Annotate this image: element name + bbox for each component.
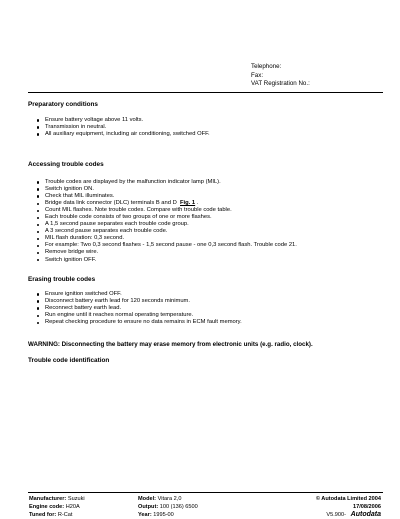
accessing-list [36, 179, 297, 264]
model-value: Vitara 2,0 [157, 496, 182, 502]
list-item: Trouble codes are displayed by the malfunction indicator lamp (MIL). [36, 179, 297, 186]
list-item: Each trouble code consists of two groups of one or more flashes. [36, 214, 297, 221]
footer-model-col [138, 495, 198, 519]
list-item: Switch ignition OFF. [36, 257, 297, 264]
copyright-text: © Autodata Limited 2004 [315, 496, 381, 502]
list-item [36, 200, 297, 207]
list-item-text: Bridge data link connector (DLC) terminals B and D [45, 200, 177, 207]
tuned-for-label: Tuned for: [29, 512, 57, 519]
manufacturer-label: Manufacturer: [29, 496, 67, 502]
list-item: Count MIL flashes. Note trouble codes. Compare with trouble code table. [36, 207, 297, 214]
header-divider [28, 92, 383, 93]
output-label: Output: [138, 504, 159, 511]
vat-label: VAT Registration No.: [251, 80, 310, 88]
footer-publisher-col [316, 495, 381, 519]
list-item: Check that MIL illuminates. [36, 193, 297, 200]
list-item: Disconnect battery earth lead for 120 seconds minimum. [36, 298, 242, 305]
preparatory-title: Preparatory conditions [28, 101, 98, 108]
list-item: Ensure battery voltage above 11 volts. [36, 117, 210, 124]
identification-title: Trouble code identification [28, 357, 110, 364]
warning-text: WARNING: Disconnecting the battery may erase memory from electronic units (e.g. radio, clock). [28, 341, 313, 348]
list-item: Ensure ignition switched OFF. [36, 291, 242, 298]
date-text: 17/08/2006 [353, 504, 381, 511]
list-item: Transmission in neutral. [36, 124, 210, 131]
footer-vehicle-col [29, 495, 85, 519]
engine-code-value: H20A [65, 504, 80, 511]
manufacturer-value: Suzuki [67, 496, 85, 502]
figure-reference-link[interactable]: Fig. 1 [180, 200, 196, 207]
footer [28, 492, 383, 519]
list-item: Switch ignition ON. [36, 186, 297, 193]
telephone-label: Telephone: [251, 63, 282, 70]
list-item: A 1,5 second pause separates each trouble code group. [36, 221, 297, 228]
list-item: A 3 second pause separates each trouble code. [36, 228, 297, 235]
preparatory-list [36, 117, 210, 138]
tuned-for-value: R-Cat [57, 512, 73, 519]
erasing-title: Erasing trouble codes [28, 276, 96, 283]
list-item: Run engine until it reaches normal operating temperature. [36, 312, 242, 319]
list-item: MIL flash duration: 0,3 second. [36, 235, 297, 242]
list-item: Remove bridge wire. [36, 249, 297, 256]
list-item: Reconnect battery earth lead. [36, 305, 242, 312]
contact-block [251, 63, 310, 89]
figure-reference-suffix: . [195, 200, 199, 207]
year-label: Year: [138, 512, 152, 519]
erasing-list [36, 291, 242, 326]
engine-code-label: Engine code: [29, 504, 65, 511]
list-item: All auxiliary equipment, including air conditioning, switched OFF. [36, 131, 210, 138]
year-value: 1995-00 [153, 512, 174, 519]
list-item: For example: Two 0,3 second flashes - 1,5 second pause - one 0,3 second flash. Trouble code 21. [36, 242, 297, 249]
version-text: V5.900- [326, 512, 346, 519]
list-item: Repeat checking procedure to ensure no data remains in ECM fault memory. [36, 319, 242, 326]
fax-label: Fax: [251, 71, 264, 79]
model-label: Model: [138, 496, 157, 502]
accessing-title: Accessing trouble codes [28, 161, 104, 168]
autodata-logo: Autodata [350, 511, 381, 519]
output-value: 100 (136) 6500 [159, 504, 198, 511]
